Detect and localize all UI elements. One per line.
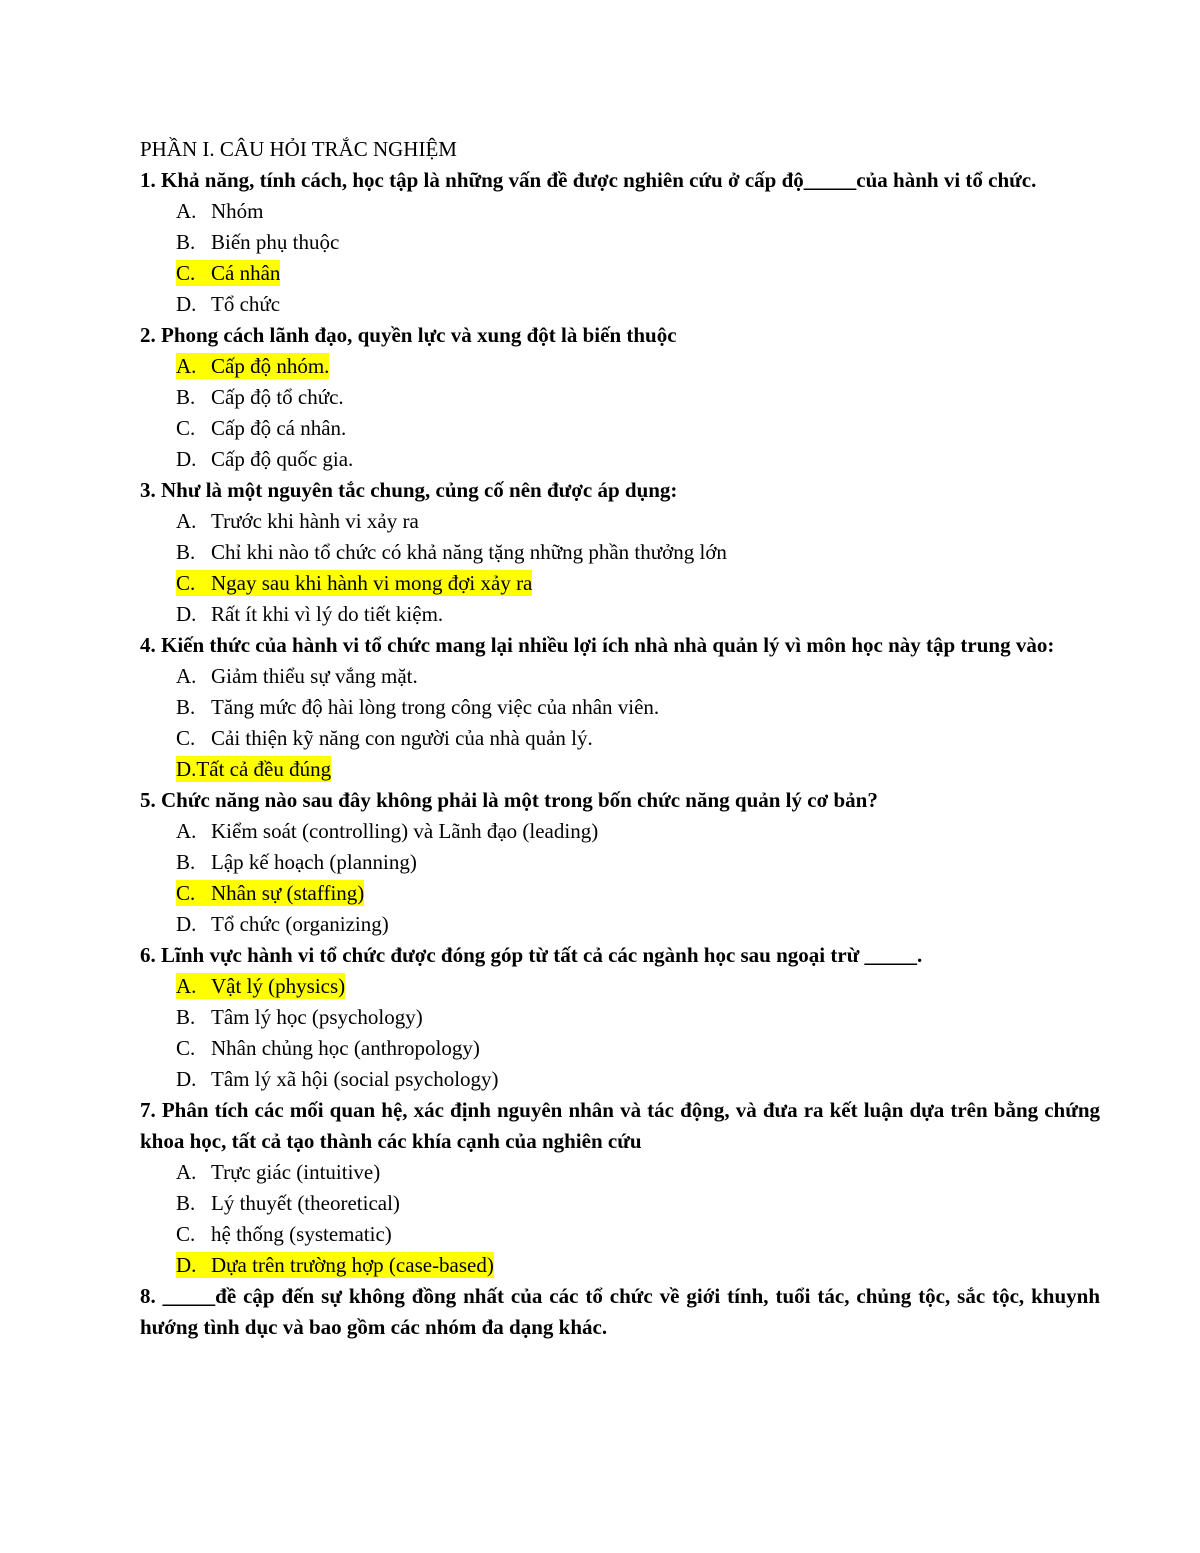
option-text: Trực giác (intuitive) [211, 1160, 381, 1184]
option-text: Trước khi hành vi xảy ra [211, 509, 419, 533]
option-text: Rất ít khi vì lý do tiết kiệm. [211, 602, 444, 626]
option-letter: B. [176, 1191, 196, 1215]
option-highlight [176, 415, 346, 441]
option-list [140, 661, 1100, 785]
option-text: Cấp độ nhóm. [211, 354, 330, 378]
question-text: 1. Khả năng, tính cách, học tập là những vấn đề được nghiên cứu ở cấp độ_____của hành vi tổ chức. [140, 168, 1037, 192]
option-letter: B. [176, 695, 196, 719]
option-letter: A. [176, 199, 197, 223]
option-letter: A. [176, 1160, 197, 1184]
option-highlight [176, 1159, 380, 1185]
option-text: Cải thiện kỹ năng con người của nhà quản lý. [211, 726, 593, 750]
option-letter: D. [176, 292, 197, 316]
option-letter: C. [176, 416, 196, 440]
question-block [140, 630, 1100, 785]
option-highlight [176, 1190, 400, 1216]
option-letter: D. [176, 1253, 197, 1277]
question-text: 4. Kiến thức của hành vi tổ chức mang lại nhiều lợi ích nhà nhà quản lý vì môn học này tập trung vào: [140, 633, 1055, 657]
answer-option [140, 413, 1100, 444]
document-page [140, 134, 1100, 1343]
option-letter: C. [176, 726, 196, 750]
answer-option-correct [140, 754, 1100, 785]
option-text: Lý thuyết (theoretical) [211, 1191, 400, 1215]
answer-option [140, 537, 1100, 568]
answer-option-correct [140, 878, 1100, 909]
option-text: Vật lý (physics) [211, 974, 346, 998]
option-letter: B. [176, 540, 196, 564]
option-text: Tâm lý học (psychology) [211, 1005, 423, 1029]
option-letter: C. [176, 261, 196, 285]
option-list [140, 351, 1100, 475]
option-letter: D. [176, 447, 197, 471]
option-letter: B. [176, 850, 196, 874]
answer-option [140, 723, 1100, 754]
option-highlight [176, 1035, 480, 1061]
option-letter: C. [176, 881, 196, 905]
option-letter: C. [176, 1036, 196, 1060]
answer-option [140, 1002, 1100, 1033]
option-highlight [176, 601, 443, 627]
question-text: 5. Chức năng nào sau đây không phải là một trong bốn chức năng quản lý cơ bản? [140, 788, 878, 812]
option-highlight [176, 1004, 423, 1030]
option-text: Lập kế hoạch (planning) [211, 850, 417, 874]
option-letter: D. [176, 912, 197, 936]
option-text: Nhân chủng học (anthropology) [211, 1036, 480, 1060]
option-text: Nhân sự (staffing) [211, 881, 365, 905]
option-letter: B. [176, 230, 196, 254]
option-highlight [176, 725, 593, 751]
option-highlight [176, 663, 418, 689]
option-letter: A. [176, 819, 197, 843]
answer-option [140, 444, 1100, 475]
question-text: 8. _____đề cập đến sự không đồng nhất của các tổ chức về giới tính, tuổi tác, chủng tộc, sắc tộc, khuynh hướng tình dục và bao gồm các nhóm đa dạng khác. [140, 1284, 1100, 1339]
option-letter: A. [176, 974, 197, 998]
option-text: Cấp độ cá nhân. [211, 416, 347, 440]
question-block [140, 1281, 1100, 1343]
option-letter: D. [176, 602, 197, 626]
question-text: 6. Lĩnh vực hành vi tổ chức được đóng góp từ tất cả các ngành học sau ngoại trừ _____. [140, 943, 923, 967]
option-highlight [176, 849, 417, 875]
option-letter: A. [176, 354, 197, 378]
option-highlight [176, 880, 364, 906]
answer-option [140, 1157, 1100, 1188]
option-text: Kiểm soát (controlling) và Lãnh đạo (leading) [211, 819, 599, 843]
option-highlight [176, 756, 331, 782]
option-highlight [176, 508, 419, 534]
option-text: Tâm lý xã hội (social psychology) [211, 1067, 499, 1091]
answer-option [140, 847, 1100, 878]
option-text: Tổ chức (organizing) [211, 912, 389, 936]
option-letter: C. [176, 571, 196, 595]
option-letter: A. [176, 509, 197, 533]
option-highlight [176, 694, 659, 720]
option-highlight [176, 446, 353, 472]
answer-option [140, 196, 1100, 227]
answer-option [140, 289, 1100, 320]
option-highlight [176, 1221, 392, 1247]
option-text: Biến phụ thuộc [211, 230, 340, 254]
option-highlight [176, 1066, 499, 1092]
option-highlight [176, 229, 339, 255]
option-text: Giảm thiểu sự vắng mặt. [211, 664, 418, 688]
answer-option-correct [140, 1250, 1100, 1281]
option-letter: D. [176, 1067, 197, 1091]
option-text: D.Tất cả đều đúng [176, 757, 332, 781]
option-text: Cá nhân [211, 261, 281, 285]
answer-option-correct [140, 258, 1100, 289]
question-block [140, 320, 1100, 475]
option-text: Cấp độ tổ chức. [211, 385, 344, 409]
answer-option-correct [140, 568, 1100, 599]
question-text: 7. Phân tích các mối quan hệ, xác định nguyên nhân và tác động, và đưa ra kết luận dựa trên bằng chứng khoa học, tất cả tạo thành các khía cạnh của nghiên cứu [140, 1098, 1100, 1153]
question-block [140, 785, 1100, 940]
option-list [140, 506, 1100, 630]
option-list [140, 816, 1100, 940]
question-text: 2. Phong cách lãnh đạo, quyền lực và xung đột là biến thuộc [140, 323, 677, 347]
question-list [140, 165, 1100, 1343]
option-text: Tổ chức [211, 292, 281, 316]
option-list [140, 971, 1100, 1095]
option-highlight [176, 539, 727, 565]
answer-option [140, 1188, 1100, 1219]
question-text: 3. Như là một nguyên tắc chung, củng cố nên được áp dụng: [140, 478, 678, 502]
option-letter: B. [176, 385, 196, 409]
option-highlight [176, 818, 598, 844]
answer-option [140, 599, 1100, 630]
option-text: Chỉ khi nào tổ chức có khả năng tặng những phần thưởng lớn [211, 540, 727, 564]
option-letter: B. [176, 1005, 196, 1029]
option-text: Tăng mức độ hài lòng trong công việc của nhân viên. [211, 695, 660, 719]
question-block [140, 165, 1100, 320]
option-highlight [176, 911, 389, 937]
option-highlight [176, 1252, 494, 1278]
option-highlight [176, 198, 264, 224]
question-block [140, 940, 1100, 1095]
option-highlight [176, 570, 532, 596]
answer-option [140, 227, 1100, 258]
option-highlight [176, 384, 344, 410]
option-highlight [176, 291, 280, 317]
section-heading: PHẦN I. CÂU HỎI TRẮC NGHIỆM [140, 137, 457, 161]
option-text: Cấp độ quốc gia. [211, 447, 354, 471]
option-highlight [176, 353, 329, 379]
answer-option [140, 1033, 1100, 1064]
answer-option [140, 1219, 1100, 1250]
question-block [140, 475, 1100, 630]
question-block [140, 1095, 1100, 1281]
option-text: Nhóm [211, 199, 264, 223]
answer-option [140, 692, 1100, 723]
option-letter: A. [176, 664, 197, 688]
option-letter: C. [176, 1222, 196, 1246]
answer-option [140, 909, 1100, 940]
option-list [140, 1157, 1100, 1281]
answer-option [140, 816, 1100, 847]
answer-option-correct [140, 971, 1100, 1002]
option-text: hệ thống (systematic) [211, 1222, 392, 1246]
answer-option-correct [140, 351, 1100, 382]
answer-option [140, 1064, 1100, 1095]
answer-option [140, 661, 1100, 692]
option-highlight [176, 260, 280, 286]
answer-option [140, 382, 1100, 413]
option-highlight [176, 973, 345, 999]
option-text: Ngay sau khi hành vi mong đợi xảy ra [211, 571, 533, 595]
answer-option [140, 506, 1100, 537]
option-list [140, 196, 1100, 320]
option-text: Dựa trên trường hợp (case-based) [211, 1253, 494, 1277]
